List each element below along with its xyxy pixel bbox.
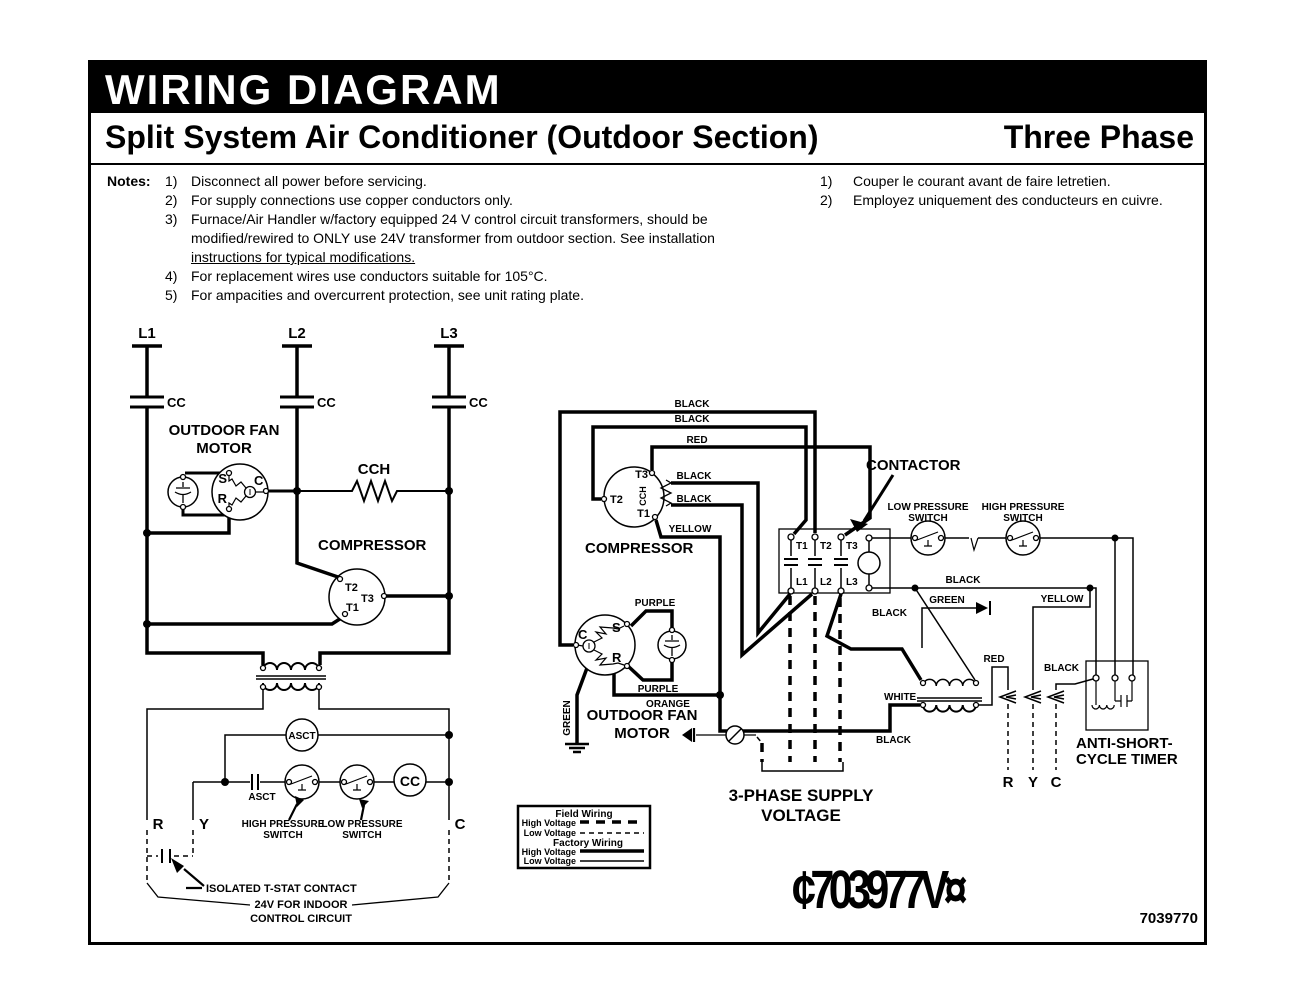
contactor-t2-label: T2 bbox=[820, 541, 832, 552]
right-fan-motor-label-1: OUTDOOR FAN bbox=[586, 707, 698, 724]
contactor-l2-label: L2 bbox=[820, 577, 832, 588]
r-wire-connector bbox=[1000, 691, 1016, 703]
wire-label-black-4: BLACK bbox=[676, 494, 712, 505]
right-low-pressure-switch bbox=[911, 521, 945, 555]
right-compressor-cch-label: CCH bbox=[638, 486, 648, 506]
right-fan-c-label: C bbox=[578, 627, 588, 642]
right-lps-label-2: SWITCH bbox=[908, 513, 948, 524]
y-wire-connector bbox=[1025, 691, 1041, 703]
supply-label-1: 3-PHASE SUPPLY bbox=[728, 786, 874, 805]
timer-label-1: ANTI-SHORT- bbox=[1076, 735, 1173, 752]
supply-label-2: VOLTAGE bbox=[761, 806, 841, 825]
left-compressor-t1-label: T1 bbox=[346, 602, 359, 614]
note-fr-2-text: Employez uniquement des conducteurs en cuivre. bbox=[853, 192, 1163, 208]
left-compressor-label: COMPRESSOR bbox=[318, 537, 427, 554]
note-3-line-3: instructions for typical modifications. bbox=[191, 249, 416, 265]
left-lps-label-2: SWITCH bbox=[342, 830, 382, 841]
wire-label-purple-1: PURPLE bbox=[634, 598, 676, 609]
right-pressure-switches bbox=[911, 521, 1040, 555]
wire-label-black-1: BLACK bbox=[674, 399, 710, 410]
cc-coil-label: CC bbox=[399, 773, 421, 789]
24v-label-2: CONTROL CIRCUIT bbox=[250, 913, 352, 925]
left-fan-motor-label-1: OUTDOOR FAN bbox=[168, 422, 280, 439]
left-terminal-r-label: R bbox=[152, 816, 164, 833]
right-hps-label-2: SWITCH bbox=[1003, 513, 1043, 524]
note-1-num: 1) bbox=[165, 173, 178, 189]
left-l3-label: L3 bbox=[440, 325, 458, 342]
right-fan-motor-label-2: MOTOR bbox=[614, 725, 670, 742]
page-title: WIRING DIAGRAM bbox=[105, 66, 502, 113]
note-2-num: 2) bbox=[165, 192, 178, 208]
left-low-pressure-switch bbox=[340, 765, 374, 799]
left-hps-label-2: SWITCH bbox=[263, 830, 303, 841]
note-1-text: Disconnect all power before servicing. bbox=[191, 173, 427, 189]
left-cc-contact-2-label: CC bbox=[317, 395, 336, 410]
wire-label-purple-2: PURPLE bbox=[637, 684, 679, 695]
right-fan-s-label: S bbox=[612, 620, 621, 635]
left-cch-label: CCH bbox=[357, 461, 391, 478]
note-4-text: For replacement wires use conductors suitable for 105°C. bbox=[191, 268, 548, 284]
24v-label-1: 24V FOR INDOOR bbox=[254, 899, 348, 911]
wire-label-red-1: RED bbox=[686, 435, 708, 446]
phase-text: Three Phase bbox=[1003, 119, 1194, 155]
right-high-pressure-switch bbox=[1006, 521, 1040, 555]
left-control-circuit bbox=[147, 690, 453, 905]
wire-label-red-2: RED bbox=[983, 654, 1005, 665]
timer-label-2: CYCLE TIMER bbox=[1076, 751, 1178, 768]
right-terminal-r-label: R bbox=[1002, 774, 1014, 791]
note-5-text: For ampacities and overcurrent protection, see unit rating plate. bbox=[191, 287, 584, 303]
right-compressor-t2-label: T2 bbox=[610, 494, 623, 506]
contactor bbox=[779, 475, 893, 594]
asct-relay-label: ASCT bbox=[288, 731, 316, 742]
left-cc-contact-1-label: CC bbox=[167, 395, 186, 410]
left-lps-label-1: LOW PRESSURE bbox=[321, 819, 403, 830]
wire-label-orange: ORANGE bbox=[646, 699, 690, 710]
legend-factory-wiring-label: Factory Wiring bbox=[553, 838, 623, 849]
left-transformer bbox=[256, 663, 326, 690]
left-l1-label: L1 bbox=[138, 325, 156, 342]
wire-label-yellow-2: YELLOW bbox=[1040, 594, 1084, 605]
wire-label-black-2: BLACK bbox=[674, 414, 710, 425]
note-5-num: 5) bbox=[165, 287, 178, 303]
note-fr-1-num: 1) bbox=[820, 173, 833, 189]
left-hps-label-1: HIGH PRESSURE bbox=[241, 819, 325, 830]
right-fan-r-label: R bbox=[612, 650, 622, 665]
legend-factory-lv-label: Low Voltage bbox=[523, 856, 576, 866]
contactor-t3-label: T3 bbox=[846, 541, 858, 552]
legend-field-hv-label: High Voltage bbox=[521, 818, 576, 828]
right-compressor bbox=[602, 467, 672, 527]
right-hps-label-1: HIGH PRESSURE bbox=[981, 502, 1065, 513]
wiring-legend bbox=[518, 806, 650, 868]
right-terminal-y-label: Y bbox=[1027, 774, 1039, 791]
right-compressor-label: COMPRESSOR bbox=[585, 540, 694, 557]
wire-label-black-5: BLACK bbox=[945, 575, 981, 586]
ground-screw-connection bbox=[682, 726, 762, 744]
subtitle-text: Split System Air Conditioner (Outdoor Section) bbox=[105, 119, 819, 155]
wire-label-black-3: BLACK bbox=[676, 471, 712, 482]
asct-contact-label: ASCT bbox=[248, 792, 276, 803]
left-high-pressure-switch bbox=[285, 765, 319, 799]
left-fan-s-label: S bbox=[218, 471, 227, 486]
legend-field-wiring-label: Field Wiring bbox=[555, 809, 613, 820]
left-terminal-c-label: C bbox=[454, 816, 466, 833]
left-fan-r-label: R bbox=[217, 491, 227, 506]
wire-label-black-8: BLACK bbox=[1044, 663, 1079, 674]
legend-field-lv-label: Low Voltage bbox=[523, 828, 576, 838]
notes-label: Notes: bbox=[107, 173, 151, 189]
note-fr-2-num: 2) bbox=[820, 192, 833, 208]
left-compressor-t2-label: T2 bbox=[345, 582, 358, 594]
left-l2-label: L2 bbox=[288, 325, 306, 342]
c-wire-connector bbox=[1048, 691, 1064, 703]
wire-label-black-6: BLACK bbox=[872, 608, 907, 619]
right-terminal-c-label: C bbox=[1050, 774, 1062, 791]
wire-label-green-fan: GREEN bbox=[562, 700, 573, 736]
right-lps-label-1: LOW PRESSURE bbox=[887, 502, 969, 513]
legend-factory-hv-label: High Voltage bbox=[521, 847, 576, 857]
part-number: 7039770 bbox=[1139, 910, 1198, 927]
contactor-l3-label: L3 bbox=[846, 577, 858, 588]
contactor-label: CONTACTOR bbox=[866, 457, 961, 474]
left-compressor bbox=[329, 569, 387, 625]
left-fan-c-label: C bbox=[254, 473, 264, 488]
note-3-line-1: Furnace/Air Handler w/factory equipped 24 V control circuit transformers, should be bbox=[191, 211, 708, 227]
stylized-part-watermark: ¢703977V¤ bbox=[792, 860, 967, 920]
right-fan-motor bbox=[574, 615, 687, 675]
note-fr-1-text: Couper le courant avant de faire letretien. bbox=[853, 173, 1111, 189]
wire-label-yellow-1: YELLOW bbox=[668, 524, 712, 535]
contactor-l1-label: L1 bbox=[796, 577, 808, 588]
note-2-text: For supply connections use copper conductors only. bbox=[191, 192, 513, 208]
note-3-line-2: modified/rewired to ONLY use 24V transformer from outdoor section. See installation bbox=[191, 230, 715, 246]
contactor-t1-label: T1 bbox=[796, 541, 808, 552]
right-transformer bbox=[917, 679, 982, 711]
note-4-num: 4) bbox=[165, 268, 178, 284]
left-fan-motor-label-2: MOTOR bbox=[196, 440, 252, 457]
wire-label-white: WHITE bbox=[884, 692, 917, 703]
tstat-contact-label: ISOLATED T-STAT CONTACT bbox=[206, 883, 357, 895]
wire-label-black-7: BLACK bbox=[876, 735, 911, 746]
left-compressor-t3-label: T3 bbox=[361, 593, 374, 605]
wire-label-green-2: GREEN bbox=[929, 595, 965, 606]
note-3-num: 3) bbox=[165, 211, 178, 227]
right-compressor-t3-label: T3 bbox=[635, 469, 648, 481]
left-cc-contact-3-label: CC bbox=[469, 395, 488, 410]
left-terminal-y-label: Y bbox=[198, 816, 210, 833]
right-compressor-t1-label: T1 bbox=[637, 508, 650, 520]
